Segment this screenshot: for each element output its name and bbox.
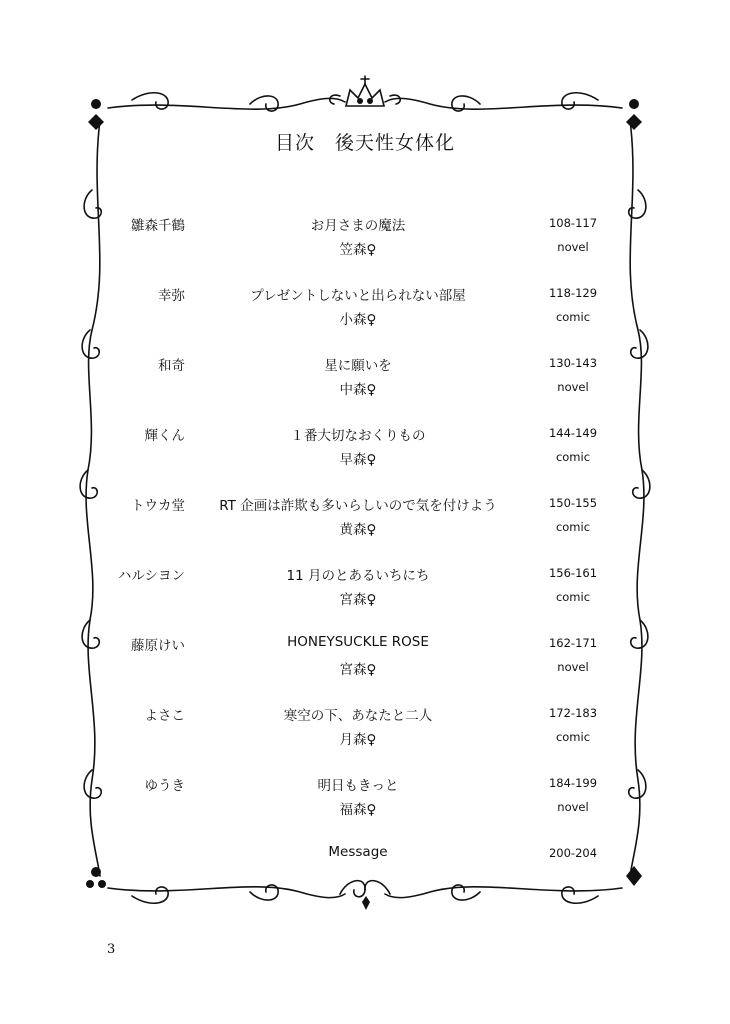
entry-author: よさこ bbox=[144, 708, 185, 724]
toc-entry bbox=[0, 632, 730, 682]
entry-pairing: 福森♀ bbox=[339, 802, 377, 818]
entry-pairing: 宮森♀ bbox=[339, 662, 377, 678]
entry-author: 雛森千鶴 bbox=[131, 218, 185, 234]
entry-pairing: 早森♀ bbox=[339, 452, 377, 468]
entry-pages: 108-117 bbox=[548, 216, 598, 230]
entry-work-title: RT 企画は詐欺も多いらしいので気を付けよう bbox=[219, 498, 497, 514]
entry-work-title: 星に願いを bbox=[324, 358, 392, 374]
toc-entry bbox=[0, 772, 730, 822]
entry-author: 和奇 bbox=[158, 358, 185, 374]
entry-work-title: Message bbox=[328, 844, 388, 860]
entry-author: ゆうき bbox=[144, 778, 185, 794]
entry-work-title: 11 月のとあるいちにち bbox=[286, 568, 430, 584]
entry-type: comic bbox=[555, 310, 591, 324]
entry-work-title: 明日もきっと bbox=[317, 778, 399, 794]
entry-pages: 150-155 bbox=[548, 496, 598, 510]
entry-type: novel bbox=[557, 240, 589, 254]
entry-pairing: 宮森♀ bbox=[339, 592, 377, 608]
entry-pairing: 月森♀ bbox=[339, 732, 377, 748]
entry-pairing: 中森♀ bbox=[339, 382, 377, 398]
toc-entry bbox=[0, 212, 730, 262]
entry-type: comic bbox=[555, 590, 591, 604]
entry-pages: 162-171 bbox=[548, 636, 598, 650]
entry-type: novel bbox=[557, 800, 589, 814]
toc-entry bbox=[0, 562, 730, 612]
entry-work-title: 寒空の下、あなたと二人 bbox=[283, 708, 433, 724]
entry-pages: 184-199 bbox=[548, 776, 598, 790]
toc-entry bbox=[0, 422, 730, 472]
toc-entry-message bbox=[0, 842, 730, 892]
entry-pairing: 笠森♀ bbox=[339, 242, 377, 258]
entry-author: 藤原けい bbox=[131, 638, 185, 654]
toc-entry bbox=[0, 702, 730, 752]
entry-type: comic bbox=[555, 520, 591, 534]
entry-work-title: プレゼントしないと出られない部屋 bbox=[250, 288, 466, 304]
toc-entry bbox=[0, 282, 730, 332]
entry-pairing: 黄森♀ bbox=[339, 522, 377, 538]
entry-work-title: HONEYSUCKLE ROSE bbox=[287, 634, 429, 650]
entry-author: トウカ堂 bbox=[131, 498, 185, 514]
entry-author: 輝くん bbox=[144, 428, 185, 444]
entry-pages: 144-149 bbox=[548, 426, 598, 440]
entry-work-title: お月さまの魔法 bbox=[310, 218, 406, 234]
page-number: 3 bbox=[107, 942, 116, 957]
entry-pages: 156-161 bbox=[548, 566, 598, 580]
entry-pages: 200-204 bbox=[548, 846, 598, 860]
page-title: 目次 後天性女体化 bbox=[274, 132, 455, 154]
entry-pages: 130-143 bbox=[548, 356, 598, 370]
entry-type: comic bbox=[555, 730, 591, 744]
toc-entry bbox=[0, 352, 730, 402]
entry-type: novel bbox=[557, 660, 589, 674]
entry-pages: 172-183 bbox=[548, 706, 598, 720]
entry-author: 幸弥 bbox=[158, 288, 185, 304]
entry-author: ハルシヨン bbox=[117, 568, 185, 584]
entry-pages: 118-129 bbox=[548, 286, 598, 300]
toc-entry bbox=[0, 492, 730, 542]
entry-type: novel bbox=[557, 380, 589, 394]
entry-pairing: 小森♀ bbox=[339, 312, 377, 328]
entry-work-title: １番大切なおくりもの bbox=[290, 428, 426, 444]
entry-type: comic bbox=[555, 450, 591, 464]
